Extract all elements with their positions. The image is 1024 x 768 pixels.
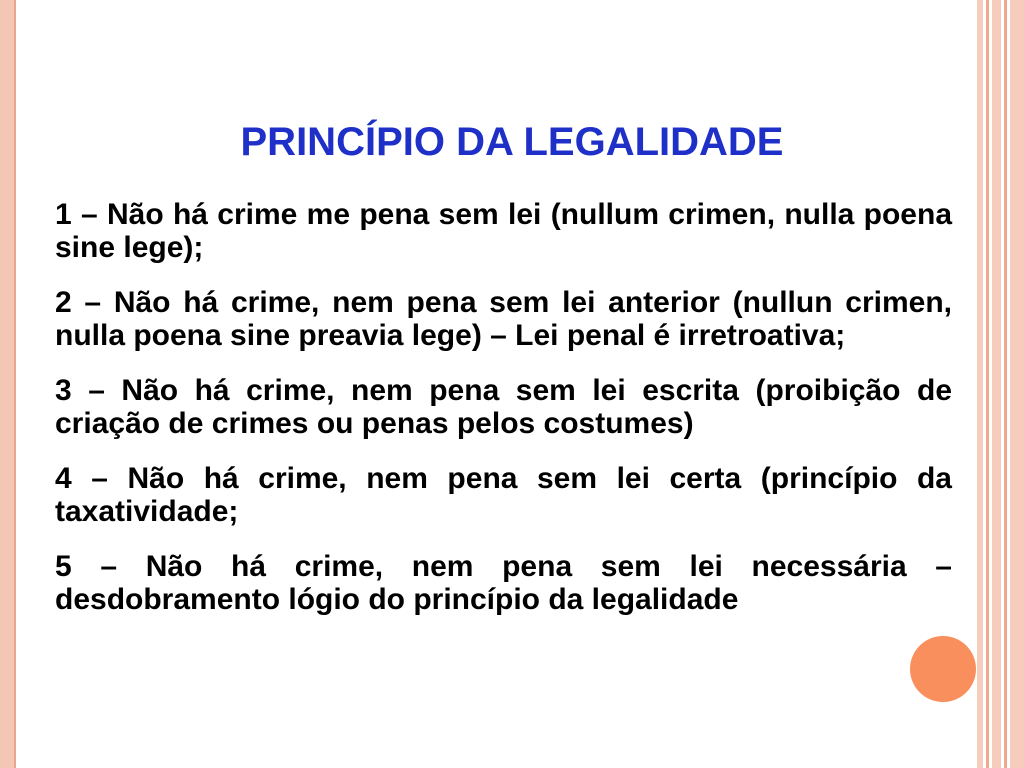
left-border-line bbox=[14, 0, 16, 768]
list-item-3: 3 – Não há crime, nem pena sem lei escrita (proibição de criação de crimes ou penas pelos costumes) bbox=[55, 374, 952, 440]
orange-circle-decoration bbox=[910, 636, 976, 702]
right-stripe-decoration bbox=[992, 0, 1001, 768]
right-stripe-decoration bbox=[977, 0, 983, 768]
right-stripe-decoration bbox=[1010, 0, 1024, 768]
list-item-1: 1 – Não há crime me pena sem lei (nullum crimen, nulla poena sine lege); bbox=[55, 198, 952, 264]
list-item-4: 4 – Não há crime, nem pena sem lei certa (princípio da taxatividade; bbox=[55, 462, 952, 528]
list-item-5: 5 – Não há crime, nem pena sem lei necessária – desdobramento lógio do princípio da legalidade bbox=[55, 550, 952, 616]
slide-content bbox=[55, 198, 952, 638]
list-item-2: 2 – Não há crime, nem pena sem lei anterior (nullun crimen, nulla poena sine preavia lege) – Lei penal é irretroativa; bbox=[55, 286, 952, 352]
right-stripe-decoration bbox=[986, 0, 989, 768]
right-stripe-decoration bbox=[1004, 0, 1007, 768]
left-border-decoration bbox=[0, 0, 14, 768]
slide-title: PRINCÍPIO DA LEGALIDADE bbox=[240, 120, 784, 164]
